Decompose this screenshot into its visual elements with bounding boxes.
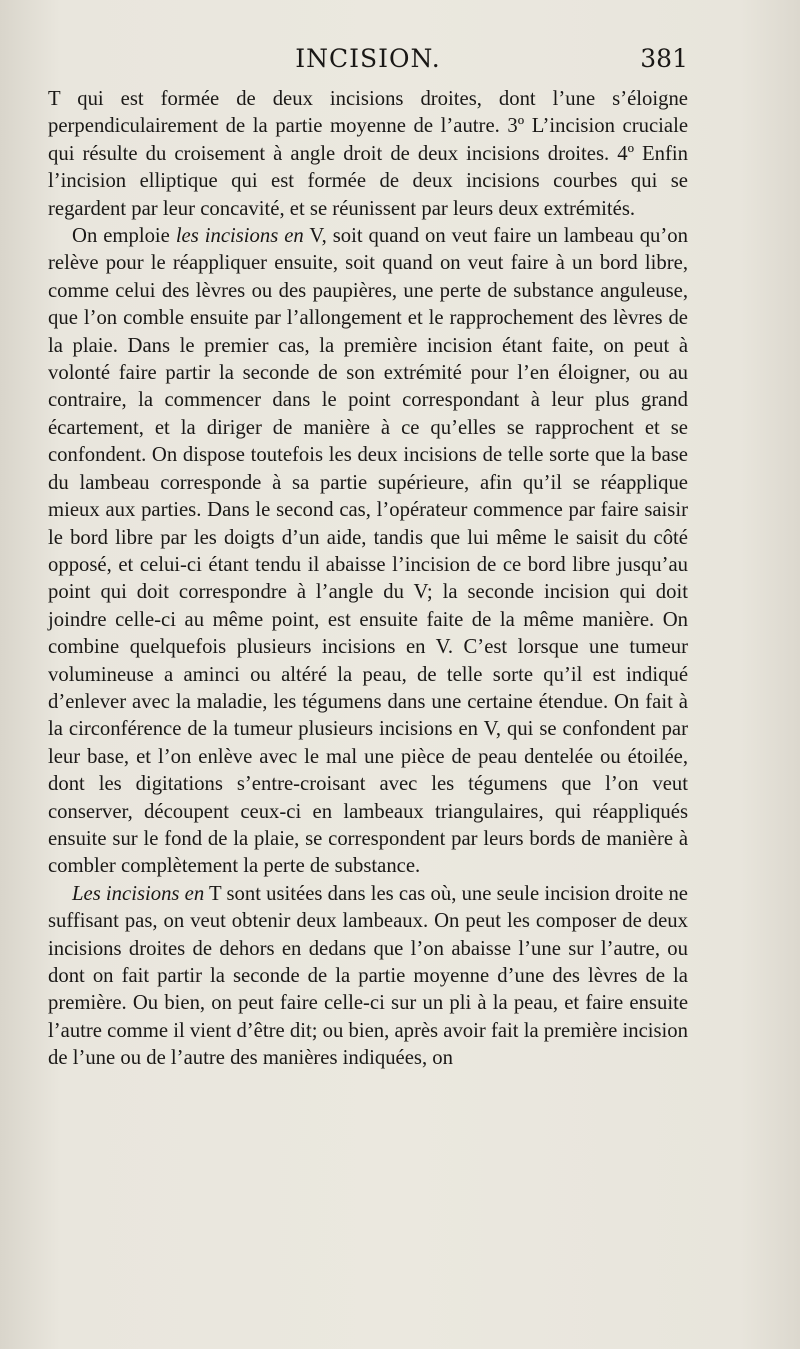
running-title: INCISION. xyxy=(295,44,441,73)
page-header xyxy=(48,44,688,84)
paragraph-3 xyxy=(48,881,688,1073)
italic-term: Les incisions en xyxy=(72,882,205,905)
text-run: T qui est formée de deux incisions droites, dont l’une s’éloigne perpendiculairement de la partie moyenne de l’autre. 3º L’incision cruciale qui résulte du croisement à angle droit de deux incisions droites. 4º Enfin l’incision elliptique qui est formée de deux incisions courbes qui se regardent par leur concavité, et se réunissent par leurs deux extrémités. xyxy=(48,88,688,220)
italic-term: les incisions en xyxy=(175,225,304,248)
paragraph-2 xyxy=(48,223,688,881)
text-run: On emploie xyxy=(72,225,176,248)
paragraph-1 xyxy=(48,86,688,223)
text-run: V, soit quand on veut faire un lambeau qu’on relève pour le réappliquer ensuite, soit quand on veut faire à un bord libre, comme celui des lèvres ou des paupières, une perte de substance anguleuse, que l’on comble ensuite par l’allongement et le rapprochement des lèvres de la plaie. Dans le premier cas, la première incision étant faite, on peut à volonté faire partir la seconde de son extrémité pour l’en éloigner, ou au contraire, la commencer dans le point correspondant à leur plus grand écartement, et la diriger de manière à ce qu’elles se rapprochent et se confondent. On dispose toutefois les deux incisions de telle sorte que la base du lambeau corresponde à sa partie supérieure, afin qu’il se réapplique mieux aux parties. Dans le second cas, l’opérateur commence par faire saisir le bord libre par les doigts d’un aide, tandis que lui même le saisit du côté opposé, et celui-ci étant tendu il abaisse l’incision de ce bord libre jusqu’au point qui doit correspondre à l’angle du V; la seconde incision qui doit joindre celle-ci au même point, est ensuite faite de la même manière. On combine quelquefois plusieurs incisions en V. C’est lorsque une tumeur volumineuse a aminci ou altéré la peau, de telle sorte qu’il est indiqué d’enlever avec la maladie, les tégumens dans une certaine étendue. On fait à la circonférence de la tumeur plusieurs incisions en V, qui se confondent par leur base, et l’on enlève avec le mal une pièce de peau dentelée ou étoilée, dont les digitations s’entre-croisant avec les tégumens que l’on veut conserver, découpent ceux-ci en lambeaux triangulaires, qui réappliqués ensuite sur le fond de la plaie, se correspondent par leurs bords de manière à combler complètement la perte de substance. xyxy=(48,225,688,878)
body-text xyxy=(48,86,688,1073)
text-run: T sont usitées dans les cas où, une seule incision droite ne suffisant pas, on veut obtenir deux lambeaux. On peut les composer de deux incisions droites de dehors en dedans que l’on abaisse l’une sur l’autre, ou dont on fait partir la seconde de la partie moyenne d’une des lèvres de la première. Ou bien, on peut faire celle-ci sur un pli à la peau, et faire ensuite l’autre comme il vient d’être dit; ou bien, après avoir fait la première incision de l’une ou de l’autre des manières indiquées, on xyxy=(48,882,688,1070)
page-number: 381 xyxy=(640,44,688,73)
